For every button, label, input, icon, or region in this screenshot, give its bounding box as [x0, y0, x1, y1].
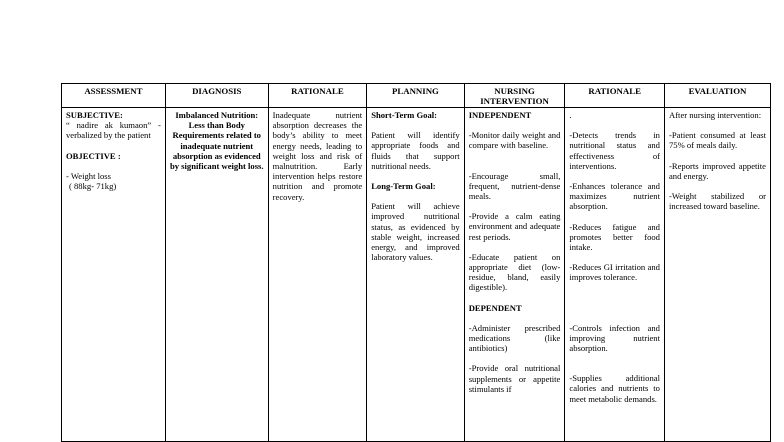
intervention-item: -Encourage small, frequent, nutrient-dense meals. — [468, 170, 561, 202]
rationale-item: -Detects trends in nutritional status and effectiveness of interventions. — [569, 130, 660, 171]
evaluation-cell — [664, 108, 770, 442]
diagnosis-text: Imbalanced Nutrition: Less than Body Requirements related to inadequate nutrient absorption as evidenced by significant weight loss. — [169, 110, 264, 172]
header-diagnosis: DIAGNOSIS — [165, 84, 268, 108]
evaluation-item: -Reports improved appetite and energy. — [668, 160, 766, 181]
subjective-label: SUBJECTIVE: — [66, 110, 123, 120]
independent-label: INDEPENDENT — [468, 110, 532, 120]
rationale-item: -Controls infection and improving nutrient absorption. — [569, 322, 660, 354]
header-planning: PLANNING — [367, 84, 465, 108]
content-row — [62, 108, 771, 442]
intervention-item: -Administer prescribed medications (like antibiotics) — [468, 322, 561, 354]
header-assessment: ASSESSMENT — [62, 84, 166, 108]
nursing-care-plan-table — [61, 83, 771, 442]
short-term-goal-label: Short-Term Goal: — [371, 110, 438, 120]
short-term-goal-text: Patient will identify appropriate foods and fluids that support nutritional needs. — [371, 130, 460, 171]
rationale-item: -Reduces GI irritation and improves tolerance. — [569, 262, 660, 283]
rationale-lead: . — [569, 110, 572, 120]
header-row — [62, 84, 771, 108]
intervention-item: -Educate patient on appropriate diet (low-residue, bland, easily digestible). — [468, 251, 561, 293]
assessment-cell — [62, 108, 166, 442]
rationale-item: -Reduces fatigue and promotes better food intake. — [569, 221, 660, 253]
header-evaluation: EVALUATION — [664, 84, 770, 108]
intervention-item: -Provide oral nutritional supplements or appetite stimulants if — [468, 363, 561, 394]
diagnosis-cell — [165, 108, 268, 442]
rationale-intervention-cell — [565, 108, 665, 442]
objective-label: OBJECTIVE : — [66, 150, 121, 161]
evaluation-lead: After nursing intervention: — [668, 110, 762, 120]
objective-item: - Weight loss — [66, 170, 111, 181]
rationale-item: -Enhances tolerance and maximizes nutrient absorption. — [569, 181, 660, 212]
rationale-diagnosis-text: Inadequate nutrient absorption decreases the body’s ability to meet energy needs, leading to weight loss and risk of malnutrition. Early intervention helps restore nutrition and promote recovery. — [272, 110, 363, 202]
subjective-text: “ nadire ak kumaon” - verbalized by the patient — [66, 120, 161, 141]
evaluation-item: -Patient consumed at least 75% of meals daily. — [668, 130, 766, 151]
planning-cell — [367, 108, 465, 442]
long-term-goal-label: Long-Term Goal: — [371, 181, 436, 192]
header-nursing-intervention: NURSING INTERVENTION — [464, 84, 565, 108]
rationale-cell — [268, 108, 367, 442]
intervention-item: -Provide a calm eating environment and adequate rest periods. — [468, 211, 561, 242]
objective-value: ( 88kg- 71kg) — [69, 181, 117, 192]
long-term-goal-text: Patient will achieve improved nutritional status, as evidenced by stable weight, increased energy, and improved laboratory values. — [371, 201, 460, 263]
intervention-item: -Monitor daily weight and compare with baseline. — [468, 130, 561, 151]
dependent-label: DEPENDENT — [468, 302, 522, 313]
header-rationale: RATIONALE — [268, 84, 367, 108]
evaluation-item: -Weight stabilized or increased toward baseline. — [668, 191, 766, 212]
header-rationale-2: RATIONALE — [565, 84, 665, 108]
rationale-item: -Supplies additional calories and nutrients to meet metabolic demands. — [569, 373, 660, 404]
nursing-intervention-cell — [464, 108, 565, 442]
